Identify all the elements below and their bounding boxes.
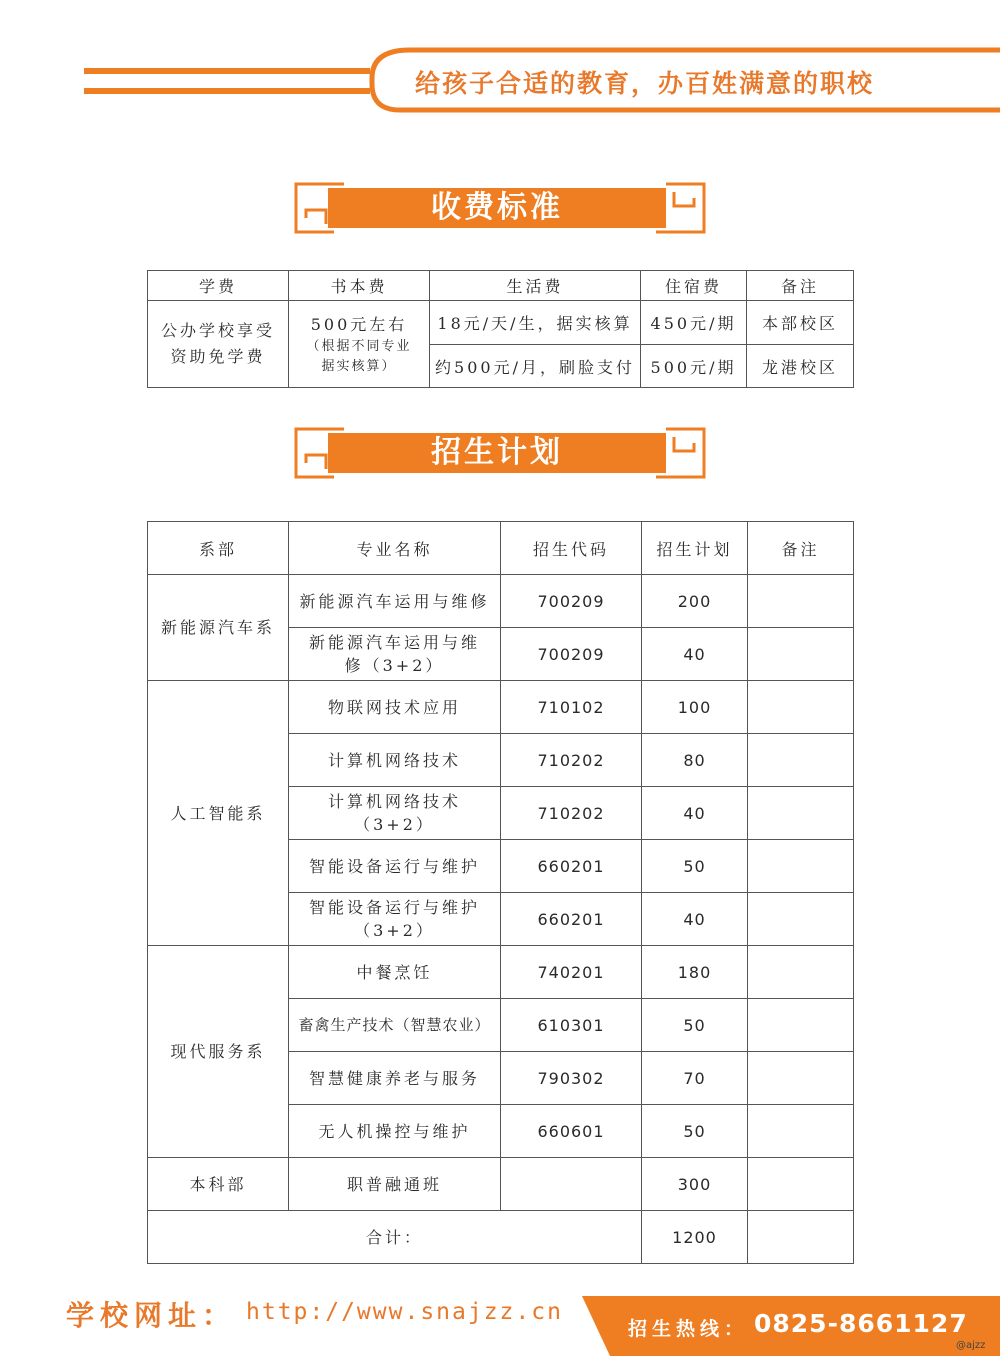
major-name: 中餐烹饪: [289, 946, 501, 999]
plan-header-remark: 备注: [748, 522, 854, 575]
major-quota: 40: [642, 893, 748, 946]
fees-header-row: [148, 271, 854, 301]
plan-header-major: 专业名称: [289, 522, 501, 575]
major-name: 智慧健康养老与服务: [289, 1052, 501, 1105]
header-slogan: 给孩子合适的教育，办百姓满意的职校: [415, 69, 875, 98]
fees-remark-1: 本部校区: [747, 301, 854, 345]
fees-header-dorm: 住宿费: [641, 271, 747, 301]
total-row: [148, 1211, 854, 1264]
fees-books: [289, 301, 430, 388]
major-code: 610301: [501, 999, 642, 1052]
total-remark: [748, 1211, 854, 1264]
major-remark: [748, 1158, 854, 1211]
major-remark: [748, 575, 854, 628]
major-remark: [748, 893, 854, 946]
major-code: 660201: [501, 840, 642, 893]
dept-name: 现代服务系: [148, 946, 289, 1158]
total-label: 合计：: [148, 1211, 642, 1264]
fees-row: [148, 301, 854, 345]
plan-header-quota: 招生计划: [642, 522, 748, 575]
major-remark: [748, 946, 854, 999]
major-remark: [748, 1105, 854, 1158]
major-code: 700209: [501, 628, 642, 681]
major-quota: 180: [642, 946, 748, 999]
major-name: 职普融通班: [289, 1158, 501, 1211]
major-quota: 80: [642, 734, 748, 787]
major-name: 物联网技术应用: [289, 681, 501, 734]
site-label: 学校网址：: [66, 1299, 237, 1332]
fees-remark-2: 龙港校区: [747, 345, 854, 388]
major-quota: 50: [642, 999, 748, 1052]
major-code: 710202: [501, 787, 642, 840]
major-quota: 300: [642, 1158, 748, 1211]
fees-banner: [294, 182, 706, 234]
fees-living-1: 18元/天/生，据实核算: [430, 301, 641, 345]
major-code: 710102: [501, 681, 642, 734]
major-name: 新能源汽车运用与维修: [289, 575, 501, 628]
major-name: 无人机操控与维护: [289, 1105, 501, 1158]
major-code: 790302: [501, 1052, 642, 1105]
major-quota: 50: [642, 840, 748, 893]
major-remark: [748, 787, 854, 840]
hotline-label: 招生热线：: [628, 1318, 749, 1340]
fees-table: [147, 270, 854, 388]
watermark: @ajzz: [956, 1340, 986, 1351]
major-quota: 70: [642, 1052, 748, 1105]
major-quota: 100: [642, 681, 748, 734]
fees-dorm-2: 500元/期: [641, 345, 747, 388]
major-remark: [748, 734, 854, 787]
major-code: 740201: [501, 946, 642, 999]
table-row: [148, 1158, 854, 1211]
fees-books-note: （根据不同专业据实核算）: [306, 338, 412, 374]
major-code: 700209: [501, 575, 642, 628]
major-quota: 200: [642, 575, 748, 628]
major-code: [501, 1158, 642, 1211]
header-frame: [0, 0, 1000, 120]
major-remark: [748, 840, 854, 893]
major-remark: [748, 681, 854, 734]
major-name: 智能设备运行与维护（3+2）: [289, 893, 501, 946]
major-code: 660601: [501, 1105, 642, 1158]
fees-header-remark: 备注: [747, 271, 854, 301]
hotline-number[interactable]: 0825-8661127: [754, 1309, 968, 1338]
plan-banner: [294, 427, 706, 479]
plan-header-row: [148, 522, 854, 575]
fees-living-2: 约500元/月，刷脸支付: [430, 345, 641, 388]
table-row: [148, 575, 854, 628]
fees-dorm-1: 450元/期: [641, 301, 747, 345]
major-name: 新能源汽车运用与维修（3+2）: [289, 628, 501, 681]
site-url[interactable]: http://www.snajzz.cn: [246, 1299, 563, 1325]
major-name: 计算机网络技术（3+2）: [289, 787, 501, 840]
major-remark: [748, 1052, 854, 1105]
major-remark: [748, 628, 854, 681]
dept-name: 本科部: [148, 1158, 289, 1211]
fees-header-books: 书本费: [289, 271, 430, 301]
major-quota: 40: [642, 628, 748, 681]
fees-tuition-text: 公办学校享受资助免学费: [160, 321, 275, 366]
fees-title: 收费标准: [431, 190, 563, 225]
plan-header-dept: 系部: [148, 522, 289, 575]
plan-header-code: 招生代码: [501, 522, 642, 575]
major-quota: 40: [642, 787, 748, 840]
fees-header-tuition: 学费: [148, 271, 289, 301]
table-row: [148, 681, 854, 734]
major-name: 智能设备运行与维护: [289, 840, 501, 893]
major-code: 660201: [501, 893, 642, 946]
table-row: [148, 946, 854, 999]
major-code: 710202: [501, 734, 642, 787]
plan-title: 招生计划: [431, 435, 563, 470]
dept-name: 人工智能系: [148, 681, 289, 946]
fees-tuition: [148, 301, 289, 388]
major-quota: 50: [642, 1105, 748, 1158]
fees-header-living: 生活费: [430, 271, 641, 301]
plan-table: [147, 521, 854, 1264]
dept-name: 新能源汽车系: [148, 575, 289, 681]
major-name: 畜禽生产技术（智慧农业）: [289, 999, 501, 1052]
major-name: 计算机网络技术: [289, 734, 501, 787]
total-value: 1200: [642, 1211, 748, 1264]
major-remark: [748, 999, 854, 1052]
fees-books-main: 500元左右: [310, 314, 408, 334]
